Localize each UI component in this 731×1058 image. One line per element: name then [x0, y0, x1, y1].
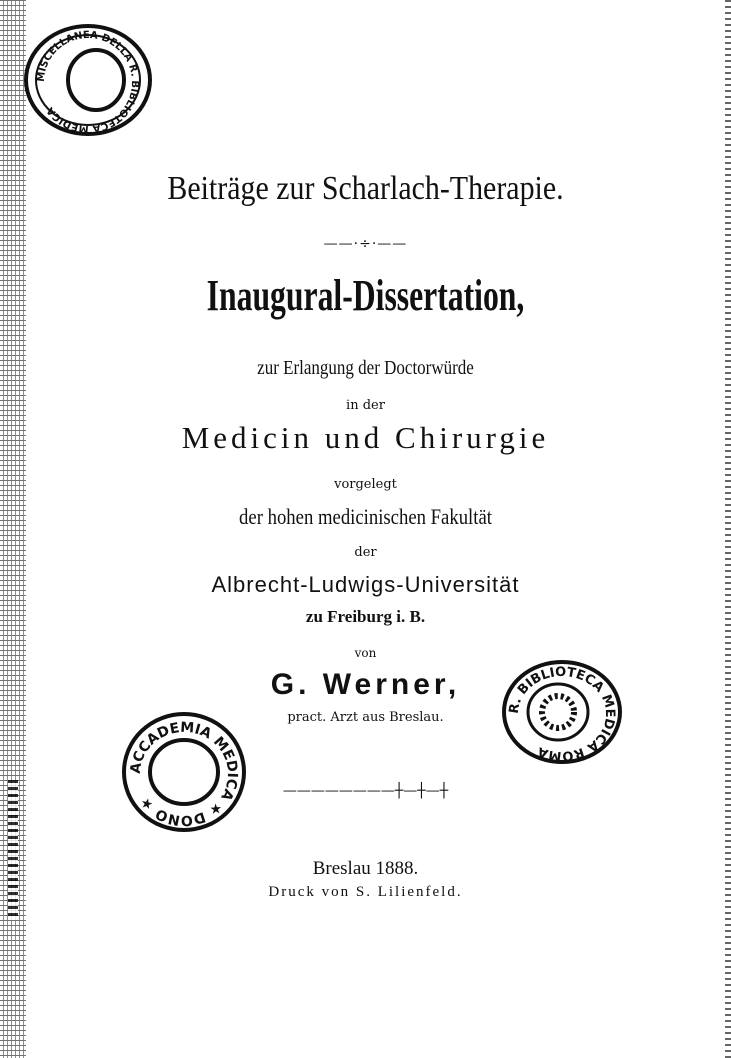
miscellanea-stamp — [20, 20, 156, 138]
printer-line: Druck von S. Lilienfeld. — [268, 884, 463, 900]
faculty-subject: Medicin und Chirurgie — [181, 420, 550, 455]
svg-text:ACCADEMIA MEDICA ★ DONO ★ — [128, 720, 240, 829]
dissertation-heading: Inaugural-Dissertation, — [206, 271, 525, 320]
publication-place-year: Breslau 1888. — [312, 858, 419, 879]
vorgelegt-line: vorgelegt — [334, 477, 397, 492]
miscellanea-stamp-text: MISCELLANEA DELLA R. BIBLIOTECA MEDICA — [35, 29, 141, 135]
book-title: Beiträge zur Scharlach-Therapie. — [167, 170, 564, 207]
biblioteca-medica-stamp — [500, 658, 625, 770]
author-name: G. Werner, — [270, 668, 461, 701]
in-der-line: in der — [346, 398, 385, 413]
accademia-medica-stamp-text: ACCADEMIA MEDICA ★ DONO ★ — [127, 719, 241, 829]
purpose-line: zur Erlangung der Doctorwürde — [257, 357, 474, 379]
university-location: zu Freiburg i. B. — [305, 607, 426, 626]
top-separator: ——·÷·—— — [323, 236, 408, 252]
der-line: der — [354, 545, 377, 560]
biblioteca-medica-stamp-text: R. BIBLIOTECA MEDICA ROMA — [506, 664, 618, 764]
von-line: von — [354, 646, 377, 660]
accademia-medica-stamp — [118, 708, 250, 836]
faculty-line: der hohen medicinischen Fakultät — [239, 504, 492, 529]
author-description: pract. Arzt aus Breslau. — [287, 710, 444, 725]
bottom-separator: ————————┼—┼—┼ — [282, 783, 449, 799]
university-name: Albrecht-Ludwigs-Universität — [211, 572, 520, 597]
